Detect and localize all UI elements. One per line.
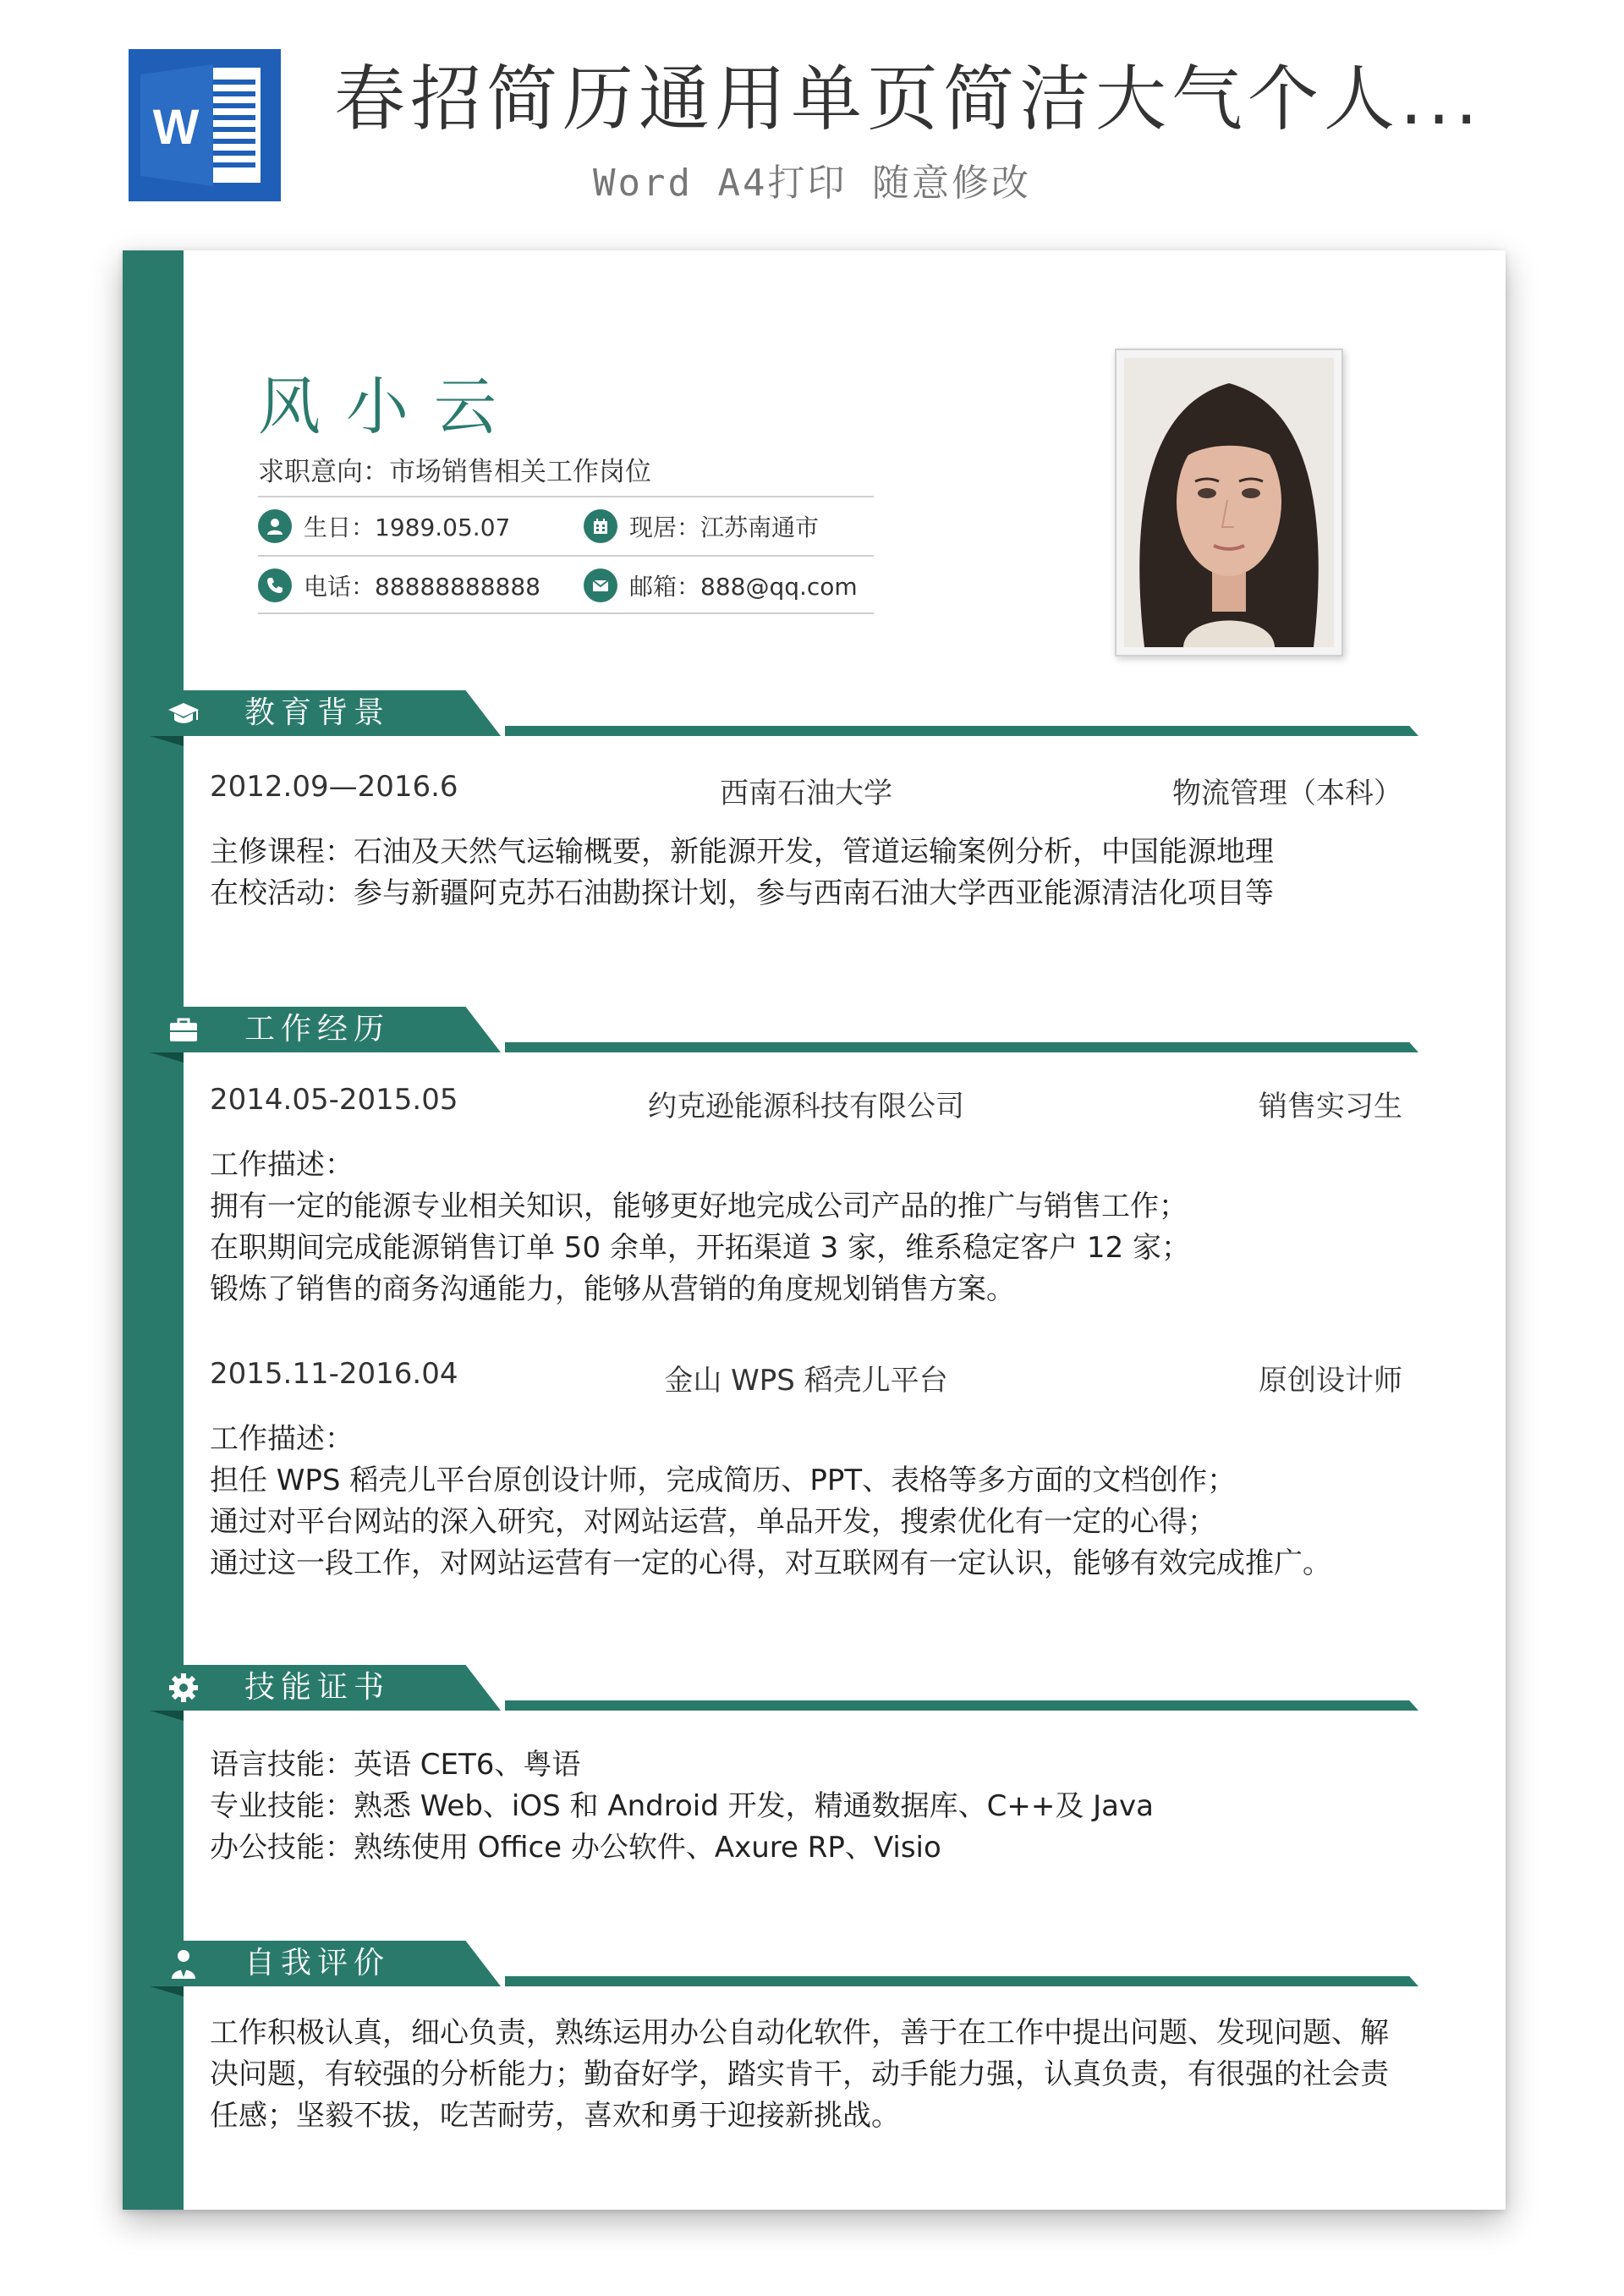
section-header-self-evaluation [150, 1941, 1465, 1997]
email-text: 邮箱：888@qq.com [629, 573, 858, 601]
self-evaluation-line: 决问题，有较强的分析能力；勤奋好学，踏实肯干，动手能力强，认真负责，有很强的社会责 [210, 2057, 1389, 2091]
job-2-company: 金山 WPS 稻壳儿平台 [664, 1364, 948, 1398]
birth-text: 生日：1989.05.07 [304, 514, 511, 541]
tab-fold [150, 736, 184, 746]
job-2-line: 担任 WPS 稻壳儿平台原创设计师，完成简历、PPT、表格等多方面的文档创作； [210, 1464, 1237, 1497]
user-icon [258, 509, 292, 543]
section-title: 技能证书 [244, 1670, 391, 1705]
phone-text: 电话：88888888888 [304, 573, 540, 601]
self-evaluation-line: 任感；坚毅不拔，吃苦耐劳，喜欢和勇于迎接新挑战。 [210, 2099, 900, 2133]
section-rule [505, 1700, 1418, 1711]
job-2-role: 原创设计师 [1259, 1364, 1402, 1398]
job-1-line: 工作描述： [210, 1148, 354, 1182]
job-2-line: 通过对平台网站的深入研究，对网站运营，单品开发，搜索优化有一定的心得； [210, 1505, 1216, 1539]
section-title: 教育背景 [244, 695, 391, 730]
left-accent-bar [123, 250, 184, 2210]
self-evaluation-line: 工作积极认真，细心负责，熟练运用办公自动化软件，善于在工作中提出问题、发现问题、解 [210, 2016, 1389, 2050]
section-rule [505, 726, 1418, 736]
job-1-period: 2014.05-2015.05 [210, 1083, 458, 1117]
skill-line: 语言技能：英语 CET6、粤语 [210, 1748, 581, 1782]
job-intent: 求职意向：市场销售相关工作岗位 [258, 457, 651, 487]
building-icon [584, 509, 617, 543]
tab-fold [150, 1986, 184, 1997]
section-header-work [150, 1007, 1465, 1063]
education-degree: 物流管理（本科） [1172, 777, 1402, 810]
banner [0, 0, 1624, 237]
job-2-line: 通过这一段工作，对网站运营有一定的心得，对互联网有一定认识，能够有效完成推广。 [210, 1546, 1331, 1580]
section-title: 工作经历 [244, 1012, 391, 1046]
location-text: 现居：江苏南通市 [629, 514, 820, 541]
mail-icon [584, 569, 617, 602]
job-2-head [210, 1357, 1402, 1398]
tab-fold [150, 1711, 184, 1721]
word-icon-letter: W [152, 100, 200, 155]
resume-page [123, 250, 1506, 2210]
info-row-2 [258, 555, 874, 614]
job-1-company: 约克逊能源科技有限公司 [648, 1090, 964, 1123]
gear-icon [167, 1671, 200, 1705]
job-1-role: 销售实习生 [1259, 1090, 1402, 1123]
education-school: 西南石油大学 [720, 777, 892, 810]
candidate-name: 风小云 [258, 371, 522, 443]
job-1-line: 拥有一定的能源专业相关知识，能够更好地完成公司产品的推广与销售工作； [210, 1189, 1188, 1223]
banner-title: 春招简历通用单页简洁大气个人... [334, 58, 1484, 140]
briefcase-icon [167, 1013, 200, 1046]
job-1-head [210, 1083, 1402, 1123]
email-info [584, 569, 858, 602]
info-row-1 [258, 496, 874, 555]
skill-line: 办公技能：熟练使用 Office 办公软件、Axure RP、Visio [210, 1831, 941, 1865]
education-activities: 在校活动：参与新疆阿克苏石油勘探计划，参与西南石油大学西亚能源清洁化项目等 [210, 876, 1274, 910]
banner-subtitle: Word A4打印 随意修改 [593, 162, 1031, 205]
education-courses: 主修课程：石油及天然气运输概要，新能源开发，管道运输案例分析，中国能源地理 [210, 835, 1274, 869]
phone-info [258, 569, 540, 602]
section-rule [505, 1976, 1418, 1986]
section-rule [505, 1042, 1418, 1052]
profile-photo [1115, 349, 1343, 656]
job-2-line: 工作描述： [210, 1422, 354, 1456]
birth-info [258, 509, 510, 543]
tab-fold [150, 1052, 184, 1063]
graduation-cap-icon [167, 696, 200, 730]
section-header-education [150, 690, 1465, 746]
education-entry-head [210, 770, 1402, 810]
skill-line: 专业技能：熟悉 Web、iOS 和 Android 开发，精通数据库、C++及 Java [210, 1789, 1154, 1823]
location-info [584, 509, 819, 543]
portrait-image [1124, 358, 1334, 647]
job-2-period: 2015.11-2016.04 [210, 1357, 458, 1391]
section-title: 自我评价 [244, 1946, 391, 1980]
person-icon [167, 1947, 200, 1980]
job-1-line: 在职期间完成能源销售订单 50 余单，开拓渠道 3 家，维系稳定客户 12 家； [210, 1231, 1191, 1265]
phone-icon [258, 569, 292, 602]
job-1-line: 锻炼了销售的商务沟通能力，能够从营销的角度规划销售方案。 [210, 1272, 1015, 1306]
section-header-skills [150, 1665, 1465, 1721]
education-period: 2012.09—2016.6 [210, 770, 458, 804]
